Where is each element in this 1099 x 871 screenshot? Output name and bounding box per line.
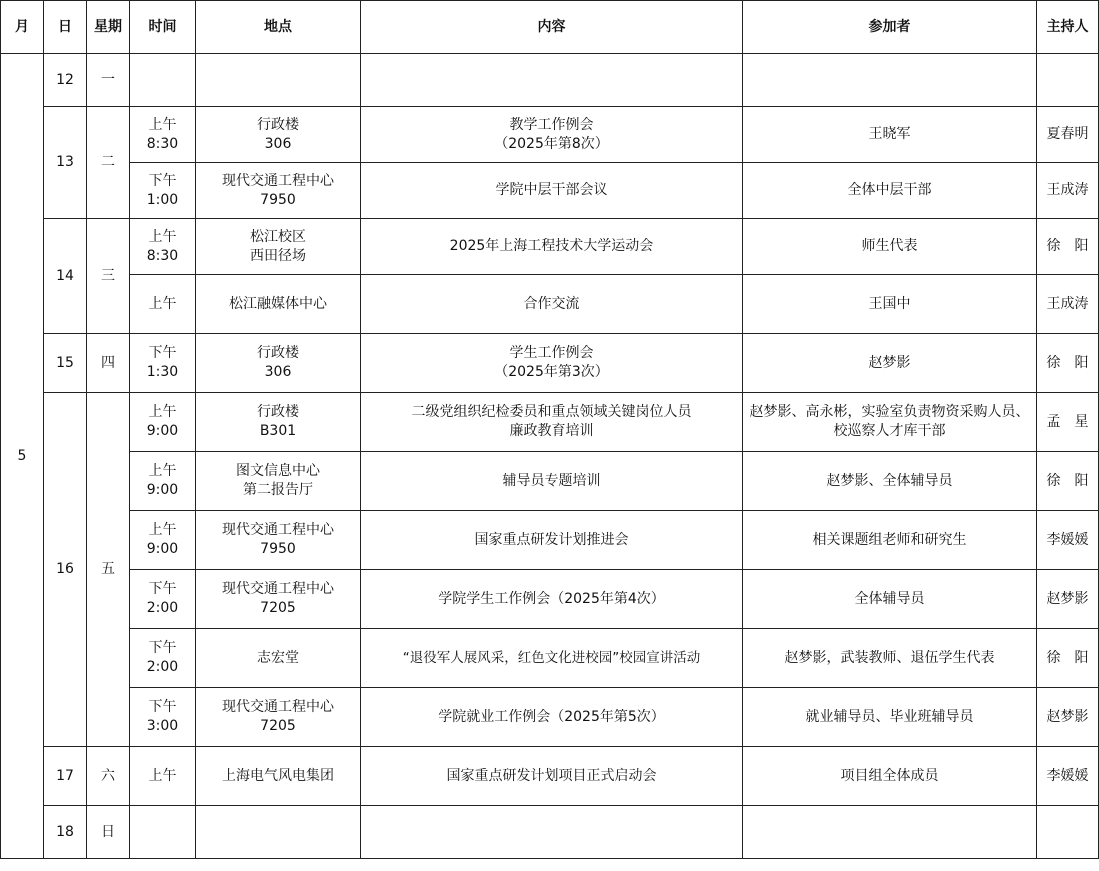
host-cell [1037,54,1099,107]
time-cell [130,107,196,163]
table-row [1,511,1099,570]
location-line: 图文信息中心 [236,463,320,479]
participants-cell: 相关课题组老师和研究生 [743,511,1037,570]
location-line: 行政楼 [257,404,299,420]
weekday-cell: 四 [87,334,130,393]
location-line: 现代交通工程中心 [222,172,334,189]
table-row [1,806,1099,859]
table-row [1,629,1099,688]
location-cell [196,54,361,107]
content-cell [361,688,743,747]
content-cell [361,747,743,806]
location-line: 行政楼 [257,116,299,133]
table-row [1,393,1099,452]
location-cell [196,570,361,629]
time-period: 上午 [148,767,177,784]
location-line: 现代交通工程中心 [222,581,334,597]
time-period: 上午 [148,404,177,420]
weekday-cell: 三 [87,219,130,334]
header-weekday: 星期 [87,1,130,54]
table-row [1,688,1099,747]
location-cell [196,688,361,747]
content-line: 辅导员专题培训 [502,472,601,489]
day-cell: 12 [44,54,87,107]
table-row [1,163,1099,219]
day-cell: 13 [44,107,87,219]
participants-cell [743,54,1037,107]
time-clock: 1:30 [146,364,179,380]
content-cell [361,806,743,859]
content-cell [361,163,743,219]
time-clock: 8:30 [146,247,179,264]
location-line: 306 [264,135,292,152]
table-row [1,219,1099,275]
time-period: 上午 [148,228,177,245]
location-cell [196,806,361,859]
content-cell [361,334,743,393]
content-cell [361,629,743,688]
content-cell [361,570,743,629]
content-cell [361,107,743,163]
location-cell [196,219,361,275]
participants-cell: 全体中层干部 [743,163,1037,219]
time-period: 上午 [148,522,177,538]
content-line: 合作交流 [523,295,580,312]
location-line: 第二报告厅 [243,482,313,498]
time-clock: 9:00 [146,541,179,557]
content-cell [361,452,743,511]
location-line: 现代交通工程中心 [222,699,334,715]
location-line: 7205 [260,718,296,734]
time-cell [130,629,196,688]
time-clock: 9:00 [146,482,179,498]
time-cell [130,219,196,275]
location-line: 松江融媒体中心 [229,295,327,312]
location-cell [196,393,361,452]
participants-cell: 王国中 [743,275,1037,334]
header-row [1,1,1099,54]
month-cell: 5 [1,54,44,859]
location-cell [196,163,361,219]
time-period: 上午 [148,463,177,479]
content-line: 国家重点研发计划推进会 [474,531,629,548]
host-cell: 李媛媛 [1037,747,1099,806]
participants-cell: 项目组全体成员 [743,747,1037,806]
host-cell: 徐 阳 [1037,629,1099,688]
header-time: 时间 [130,1,196,54]
time-cell [130,511,196,570]
day-cell: 16 [44,393,87,747]
table-row [1,54,1099,107]
time-cell [130,334,196,393]
time-cell [130,570,196,629]
weekday-cell: 六 [87,747,130,806]
location-cell [196,629,361,688]
location-line: 现代交通工程中心 [222,522,334,538]
participants-cell: 赵梦影、全体辅导员 [743,452,1037,511]
weekday-cell: 二 [87,107,130,219]
host-cell: 赵梦影 [1037,688,1099,747]
time-cell [130,452,196,511]
time-clock: 1:00 [146,191,179,208]
time-period: 下午 [148,581,177,597]
time-period: 下午 [148,345,177,361]
host-cell: 徐 阳 [1037,219,1099,275]
content-cell [361,54,743,107]
content-line: 国家重点研发计划项目正式启动会 [446,767,657,784]
host-cell [1037,806,1099,859]
location-line: 7205 [260,600,296,616]
content-cell [361,511,743,570]
time-clock: 2:00 [146,600,179,616]
time-cell [130,54,196,107]
location-line: 7950 [260,191,296,208]
host-cell: 徐 阳 [1037,334,1099,393]
table-row [1,275,1099,334]
location-cell [196,747,361,806]
location-line: 行政楼 [257,345,299,361]
participants-cell: 赵梦影 [743,334,1037,393]
location-line: 西田径场 [250,247,306,264]
content-line: 教学工作例会 [509,116,594,133]
content-cell [361,219,743,275]
location-line: 7950 [260,541,296,557]
participants-cell: 就业辅导员、毕业班辅导员 [743,688,1037,747]
header-location: 地点 [196,1,361,54]
time-clock: 3:00 [146,718,179,734]
location-cell [196,275,361,334]
header-content: 内容 [361,1,743,54]
participants-text: 赵梦影、高永彬，实验室负责物资采购人员、校巡察人才库干部 [749,404,1030,439]
day-cell: 15 [44,334,87,393]
content-line: 2025年上海工程技术大学运动会 [449,238,654,254]
time-period: 上午 [148,116,177,133]
header-day: 日 [44,1,87,54]
host-cell: 赵梦影 [1037,570,1099,629]
participants-cell [743,393,1037,452]
host-cell: 夏春明 [1037,107,1099,163]
participants-cell: 王晓军 [743,107,1037,163]
content-line: 学院学生工作例会（2025年第4次） [438,590,665,607]
participants-cell: 全体辅导员 [743,570,1037,629]
content-line: 二级党组织纪检委员和重点领域关键岗位人员 [411,404,692,420]
table-row [1,107,1099,163]
location-line: 松江校区 [250,228,306,245]
location-line: 306 [264,364,292,380]
day-cell: 17 [44,747,87,806]
content-line: 廉政教育培训 [509,423,594,439]
content-cell [361,275,743,334]
location-cell [196,107,361,163]
weekday-cell: 五 [87,393,130,747]
participants-cell [743,806,1037,859]
host-cell: 王成涛 [1037,163,1099,219]
time-clock: 2:00 [146,659,179,675]
host-cell: 李媛媛 [1037,511,1099,570]
table-row [1,570,1099,629]
table-row [1,452,1099,511]
content-line: （2025年第8次） [494,135,609,152]
location-cell [196,511,361,570]
time-cell [130,747,196,806]
location-cell [196,334,361,393]
time-period: 下午 [148,699,177,715]
weekday-cell: 一 [87,54,130,107]
time-clock: 9:00 [146,423,179,439]
time-period: 下午 [148,640,177,656]
content-line: 学院就业工作例会（2025年第5次） [438,708,665,725]
host-cell: 徐 阳 [1037,452,1099,511]
content-line: 学生工作例会 [509,345,594,361]
location-line: 上海电气风电集团 [222,767,334,784]
time-period: 下午 [148,172,177,189]
location-cell [196,452,361,511]
location-line: B301 [259,423,297,439]
day-cell: 18 [44,806,87,859]
time-cell [130,275,196,334]
header-host: 主持人 [1037,1,1099,54]
day-cell: 14 [44,219,87,334]
content-cell [361,393,743,452]
time-cell [130,806,196,859]
content-line: （2025年第3次） [494,364,609,380]
table-row [1,334,1099,393]
table-row [1,747,1099,806]
time-cell [130,393,196,452]
header-participants: 参加者 [743,1,1037,54]
location-line: 志宏堂 [257,649,299,666]
content-line: 学院中层干部会议 [495,182,608,198]
host-cell: 王成涛 [1037,275,1099,334]
time-clock: 8:30 [146,135,179,152]
content-line: “退役军人展风采，红色文化进校园”校园宣讲活动 [402,649,701,666]
weekday-cell: 日 [87,806,130,859]
header-month: 月 [1,1,44,54]
participants-cell: 师生代表 [743,219,1037,275]
host-cell: 孟 星 [1037,393,1099,452]
time-cell [130,163,196,219]
participants-cell: 赵梦影，武装教师、退伍学生代表 [743,629,1037,688]
time-cell [130,688,196,747]
time-period: 上午 [148,295,177,312]
